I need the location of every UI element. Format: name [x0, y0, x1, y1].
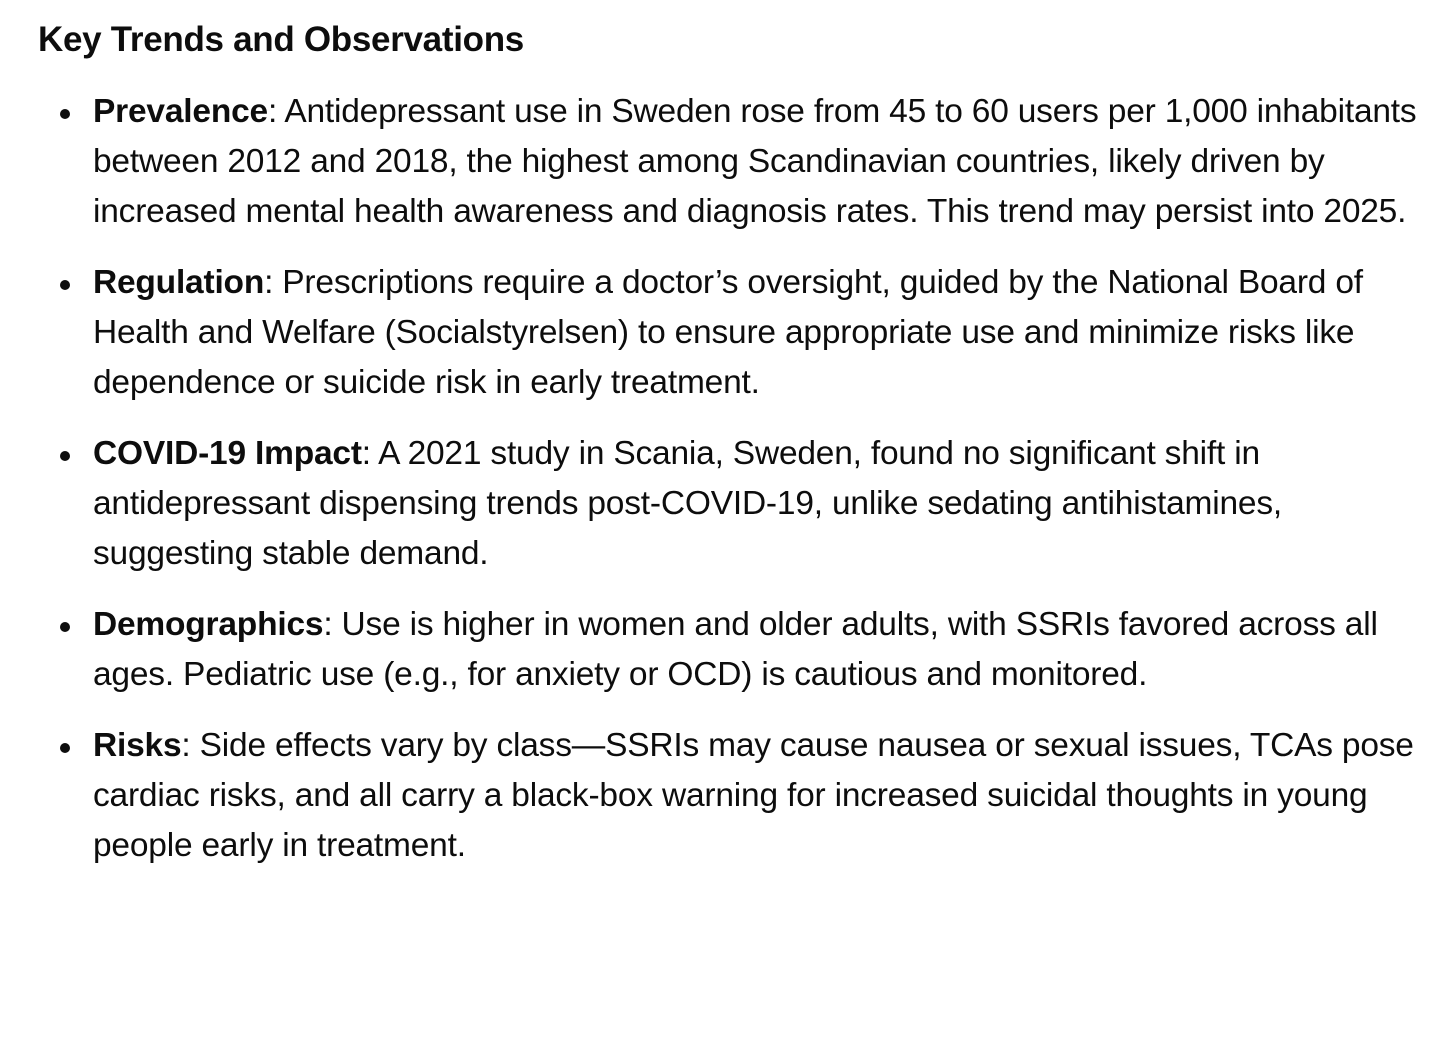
bullet-icon: [60, 109, 70, 119]
list-item-risks: [38, 721, 1438, 871]
item-text: : Antidepressant use in Sweden rose from 45 to 60 users per 1,000 inhabitants between 2012 and 2018, the highest among Scandinavian countries, likely driven by increased mental health awareness and diagnosis rates. This trend may persist into 2025.: [93, 93, 1417, 230]
item-text: : A 2021 study in Scania, Sweden, found no significant shift in antidepressant dispensing trends post-COVID-19, unlike sedating antihistamines, suggesting stable demand.: [93, 435, 1283, 572]
item-term: COVID-19 Impact: [93, 435, 362, 472]
bullet-icon: [60, 451, 70, 461]
trends-list: [38, 87, 1438, 871]
item-text: : Use is higher in women and older adults, with SSRIs favored across all ages. Pediatric use (e.g., for anxiety or OCD) is cautious and monitored.: [93, 606, 1378, 693]
list-item-demographics: [38, 600, 1438, 700]
section-heading: Key Trends and Observations: [38, 20, 524, 59]
item-term: Risks: [93, 727, 182, 764]
item-term: Regulation: [93, 264, 265, 301]
bullet-icon: [60, 743, 70, 753]
item-term: Demographics: [93, 606, 324, 643]
item-text: : Side effects vary by class—SSRIs may cause nausea or sexual issues, TCAs pose cardiac risks, and all carry a black-box warning for increased suicidal thoughts in young people early in treatment.: [93, 727, 1414, 864]
bullet-icon: [60, 622, 70, 632]
list-item-prevalence: [38, 87, 1438, 237]
document-content: [38, 0, 1438, 1030]
item-text: : Prescriptions require a doctor’s oversight, guided by the National Board of Health and Welfare (Socialstyrelsen) to ensure appropriate use and minimize risks like dependence or suicide risk in early treatment.: [93, 264, 1363, 401]
item-term: Prevalence: [93, 93, 268, 130]
bullet-icon: [60, 280, 70, 290]
list-item-regulation: [38, 258, 1438, 408]
list-item-covid-impact: [38, 429, 1438, 579]
